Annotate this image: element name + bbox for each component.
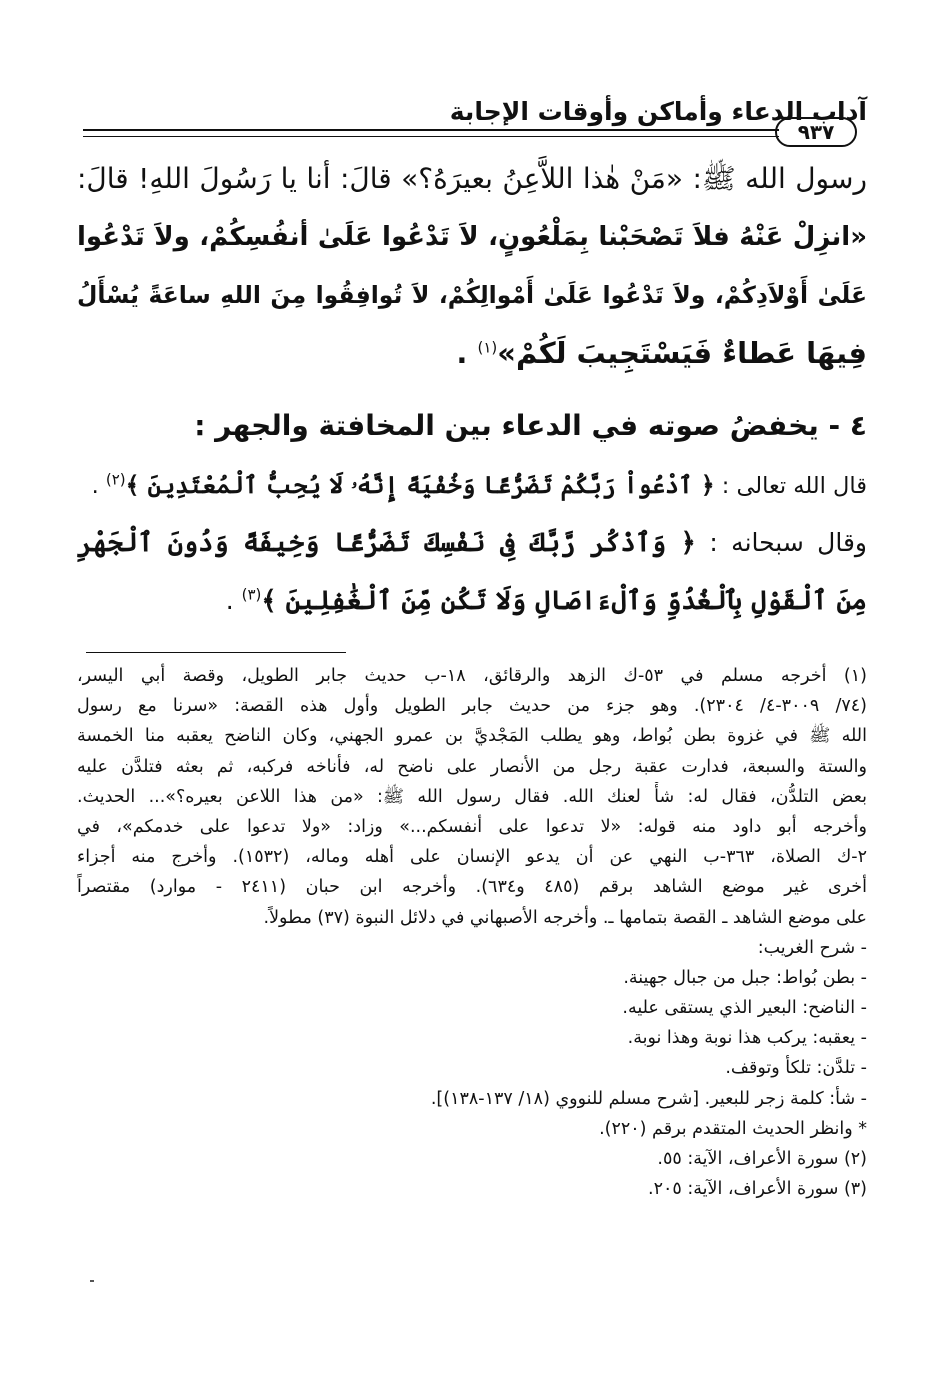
footnote-line: (٧٤/ ٣٠٠٩-٤/ ٢٣٠٤). وهو جزء من حديث جابر الطويل وأول هذه القصة: «سرنا مع رسول <box>77 696 867 717</box>
hadith-line-4-tail: . <box>456 336 478 370</box>
footnote-line: على موضع الشاهد ـ القصة بتمامها ـ. وأخرجه الأصبهاني في دلائل النبوة (٣٧) مطولاً. <box>263 907 867 928</box>
verse-line-2-intro: وقال سبحانه : <box>695 528 867 557</box>
hadith-line-1-plain: رسول الله ﷺ: «مَنْ هٰذا اللاَّعِنُ بعيرَهُ؟» قالَ: أنا يا رَسُولَ اللهِ! قالَ: <box>77 162 867 195</box>
quran-verse-2-cont: مِنَ ٱلْقَوْلِ بِٱلْغُدُوِّ وَٱلْءَاصَالِ وَلَا تَكُن مِّنَ ٱلْغَٰفِلِينَ ﴾ <box>261 586 867 616</box>
hadith-line-3 <box>77 266 867 324</box>
quran-verse-1: ﴿ ٱدْعُواْ رَبَّكُمْ تَضَرُّعًا وَخُفْيَةً إِنَّهُۥ لَا يُحِبُّ ٱلْمُعْتَدِينَ ﴾ <box>125 471 715 499</box>
footnote-line: أخرى غير موضع الشاهد برقم (٤٨٥ و٦٣٤). وأخرجه ابن حبان (٢٤١١ - موارد) مقتصراً <box>77 877 867 898</box>
glossary-item: - تلدَّن: تلكأ وتوقف. <box>725 1058 867 1079</box>
glossary-item: - بطن بُواط: جبل من جبال جهينة. <box>623 967 867 988</box>
glossary-item: - شأ: كلمة زجر للبعير. [شرح مسلم للنووي (١٨/ ١٣٧-١٣٨)]. <box>430 1088 867 1109</box>
verse-line-1 <box>77 456 867 514</box>
main-text <box>77 150 867 630</box>
running-title: آداب الدعاء وأماكن وأوقات الإجابة <box>449 97 867 126</box>
footnote-line: ٢-ك الصلاة، ٣٦٣-ب النهي عن أن يدعو الإنسان على أهله وماله، (١٥٣٢). وأخرج منه أجزاء <box>77 847 867 868</box>
footnote-ref-1: (١) <box>477 338 498 357</box>
hadith-line-4-strong: فِيهَا عَطاءٌ فَيَسْتَجِيبَ لَكُمْ» <box>497 336 867 370</box>
verse-line-1-intro: قال الله تعالى : <box>714 473 867 499</box>
glossary-heading: - شرح الغريب: <box>757 937 867 958</box>
footnote-line: الله ﷺ في غزوة بطن بُواط، وهو يطلب المَجْديَّ بن عمرو الجهني، وكان الناضح يعقبه منا الخمسة <box>77 726 867 747</box>
header-rule <box>83 129 779 137</box>
hadith-line-2 <box>77 208 867 266</box>
footnote-line: (١) أخرجه مسلم في ٥٣-ك الزهد والرقائق، ١٨-ب حديث جابر الطويل، وقصة أبي اليسر، <box>77 666 867 686</box>
footnote-line: بعض التلدُّن، فقال له: شأْ لعنك الله. فقال رسول الله ﷺ: «من هذا اللاعن بعيره؟»... الحديث. <box>77 786 867 807</box>
hadith-line-4 <box>77 324 867 382</box>
footnote-line: وأخرجه أبو داود منه قوله: «لا تدعوا على أنفسكم...» وزاد: «ولا تدعوا على خدمكم»، في <box>77 816 867 837</box>
glossary-item: - الناضح: البعير الذي يستقى عليه. <box>622 998 867 1019</box>
verse-line-3-tail: . <box>225 586 242 615</box>
footnote-separator <box>86 652 346 653</box>
footnote-2: (٢) سورة الأعراف، الآية: ٥٥. <box>657 1149 867 1169</box>
footnote-ref-2: (٢) <box>105 470 126 489</box>
verse-line-2 <box>77 514 867 572</box>
scan-speck <box>90 1280 94 1282</box>
footnote-line: والستة والسبعة، فدارت عقبة رجل من الأنصار على ناضح له، فأناخه فركبه، ثم بعثه فتلدَّن عليه <box>77 756 867 777</box>
glossary-item: - يعقبه: يركب هذا نوبة وهذا نوبة. <box>627 1028 867 1049</box>
quran-verse-2: ﴿ وَٱذْكُر رَّبَّكَ فِى نَفْسِكَ تَضَرُّعًا وَخِيفَةً وَدُونَ ٱلْجَهْرِ <box>77 528 696 558</box>
footnotes <box>77 661 867 1204</box>
section-heading: ٤ - يخفضُ صوته في الدعاء بين المخافتة والجهر : <box>194 409 867 442</box>
footnote-3: (٣) سورة الأعراف، الآية: ٢٠٥. <box>648 1179 867 1200</box>
hadith-line-1 <box>77 150 867 208</box>
verse-line-1-tail: . <box>91 473 106 499</box>
verse-line-3 <box>77 572 867 630</box>
cross-reference-note: * وانظر الحديث المتقدم برقم (٢٢٠). <box>599 1118 867 1139</box>
hadith-line-3-strong: عَلَىٰ أَوْلاَدِكُمْ، ولاَ تَدْعُوا عَلَىٰ أَمْوالِكُمْ، لاَ تُوافِقُوا مِنَ اللهِ ساعَةً يُسْأَلُ <box>77 281 867 309</box>
footnote-ref-3: (٣) <box>241 585 262 604</box>
page-number: ٩٣٧ <box>775 117 857 147</box>
hadith-line-2-strong: «انزِلْ عَنْهُ فلاَ تَصْحَبْنا بِمَلْعُونٍ، لاَ تَدْعُوا عَلَىٰ أنفُسِكُمْ، ولاَ تَدْعُوا <box>77 222 867 252</box>
